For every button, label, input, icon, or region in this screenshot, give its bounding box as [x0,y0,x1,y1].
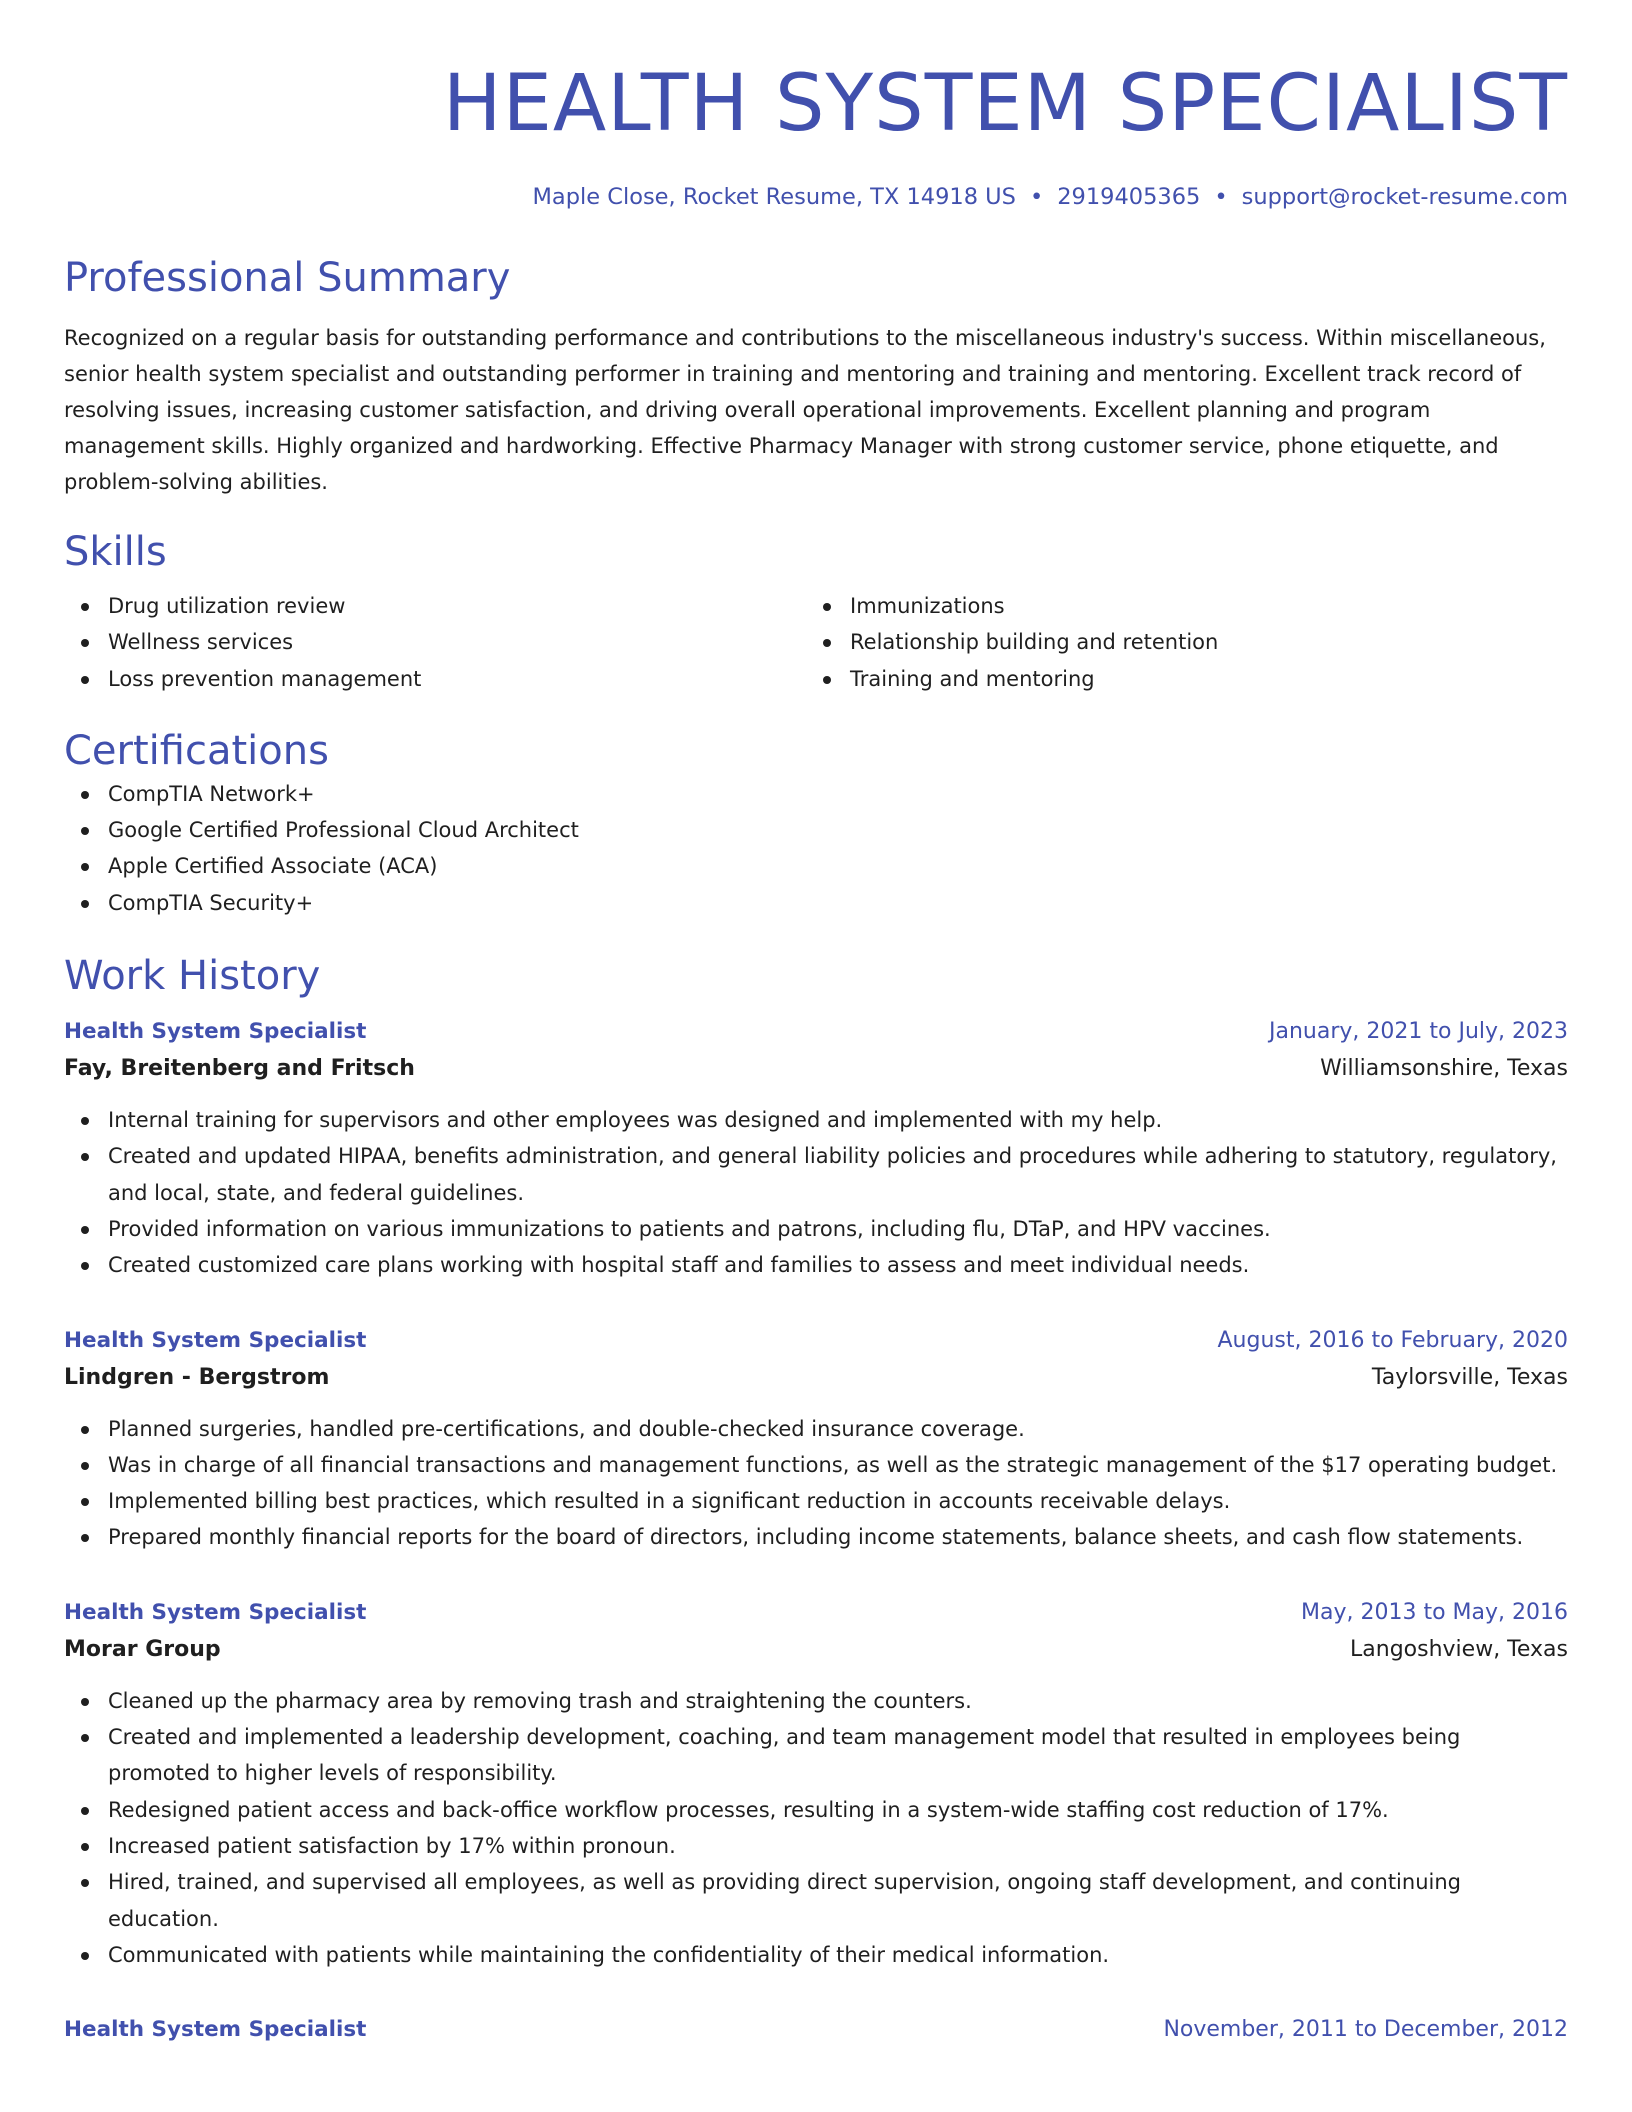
job-bullet: Implemented billing best practices, which resulted in a significant reduction in accounts receivable delays. [64,1483,1568,1519]
job-bullet: Created and updated HIPAA, benefits administration, and general liability policies and procedures while adhering to statutory, regulatory, and local, state, and federal guidelines. [64,1138,1568,1211]
contact-email: support@rocket-resume.com [1241,184,1568,210]
job-header-row [64,1323,1568,1359]
certifications-list [64,776,1568,921]
page-title: HEALTH SYSTEM SPECIALIST [442,59,1568,149]
job-bullets [64,1683,1568,1973]
job-company-row [64,1050,1568,1088]
job-header-row [64,2012,1568,2048]
certification-item: Apple Certified Associate (ACA) [64,848,1568,884]
contact-separator: • [1214,184,1228,210]
job-company: Morar Group [64,1636,221,1662]
job-bullet: Created customized care plans working with hospital staff and families to assess and meet individual needs. [64,1247,1568,1283]
resume-page [64,0,1568,2048]
job-bullets [64,1102,1568,1283]
job-bullet: Internal training for supervisors and other employees was designed and implemented with my help. [64,1102,1568,1138]
summary-text: Recognized on a regular basis for outstanding performance and contributions to the miscellaneous industry's success. Within miscellaneous, senior health system specialist and outstanding performer in training and mentoring and training and mentoring. Excellent track record of resolving issues, increasing customer satisfaction, and driving overall operational improvements. Excellent planning and program management skills. Highly organized and hardworking. Effective Pharmacy Manager with strong customer service, phone etiquette, and problem-solving abilities. [64,326,1546,494]
contact-address: Maple Close, Rocket Resume, TX 14918 US [532,184,1016,210]
contact-line [64,180,1568,214]
skills-grid [64,588,1568,697]
skill-item: Loss prevention management [64,661,806,697]
job-bullet: Created and implemented a leadership development, coaching, and team management model that resulted in employees being promoted to higher levels of responsibility. [64,1719,1568,1792]
job-bullet: Was in charge of all financial transactions and management functions, as well as the strategic management of the $17 operating budget. [64,1447,1568,1483]
job-header-row [64,1014,1568,1050]
job-bullet: Communicated with patients while maintaining the confidentiality of their medical information. [64,1937,1568,1973]
job-title: Health System Specialist [64,1599,367,1625]
job-bullets [64,1411,1568,1556]
job-location: Langoshview, Texas [1350,1636,1568,1662]
job-title: Health System Specialist [64,1327,367,1353]
skill-item: Training and mentoring [806,661,1548,697]
job-company: Lindgren - Bergstrom [64,1364,330,1390]
job-bullet: Cleaned up the pharmacy area by removing trash and straightening the counters. [64,1683,1568,1719]
certification-item: CompTIA Network+ [64,776,1568,812]
job-dates: May, 2013 to May, 2016 [1301,1599,1568,1625]
job-entry [64,1323,1568,1556]
skill-item: Wellness services [64,624,806,660]
certification-item: CompTIA Security+ [64,885,1568,921]
skills-heading: Skills [64,529,167,575]
job-entry [64,1014,1568,1283]
work-history-heading: Work History [64,953,321,1000]
job-header-row [64,1595,1568,1631]
job-bullet: Planned surgeries, handled pre-certifications, and double-checked insurance coverage. [64,1411,1568,1447]
contact-separator: • [1029,184,1044,210]
job-location: Taylorsville, Texas [1371,1364,1568,1390]
job-company-row [64,1359,1568,1397]
job-bullet: Redesigned patient access and back-office workflow processes, resulting in a system-wide staffing cost reduction of 17%. [64,1792,1568,1828]
job-bullet: Hired, trained, and supervised all employees, as well as providing direct supervision, ongoing staff development, and continuing education. [64,1864,1568,1937]
job-company-row [64,1631,1568,1669]
job-entry [64,1595,1568,1973]
job-location: Williamsonshire, Texas [1320,1056,1568,1082]
skill-item: Drug utilization review [64,588,806,624]
job-dates: August, 2016 to February, 2020 [1217,1327,1568,1353]
job-bullet: Increased patient satisfaction by 17% within pronoun. [64,1828,1568,1864]
skill-item: Immunizations [806,588,1548,624]
job-bullet: Prepared monthly financial reports for the board of directors, including income statements, balance sheets, and cash flow statements. [64,1519,1568,1555]
skills-list-right [806,588,1548,697]
certifications-heading: Certifications [64,727,329,774]
job-dates: November, 2011 to December, 2012 [1163,2017,1568,2043]
contact-phone: 2919405365 [1057,184,1201,210]
job-company: Fay, Breitenberg and Fritsch [64,1056,415,1082]
job-bullet: Provided information on various immunizations to patients and patrons, including flu, DTaP, and HPV vaccines. [64,1211,1568,1247]
job-title: Health System Specialist [64,2017,367,2043]
skills-list-left [64,588,806,697]
summary-heading: Professional Summary [64,255,511,301]
job-title: Health System Specialist [64,1019,367,1045]
job-dates: January, 2021 to July, 2023 [1269,1019,1568,1045]
certification-item: Google Certified Professional Cloud Architect [64,812,1568,848]
job-entry [64,2012,1568,2048]
skill-item: Relationship building and retention [806,624,1548,660]
